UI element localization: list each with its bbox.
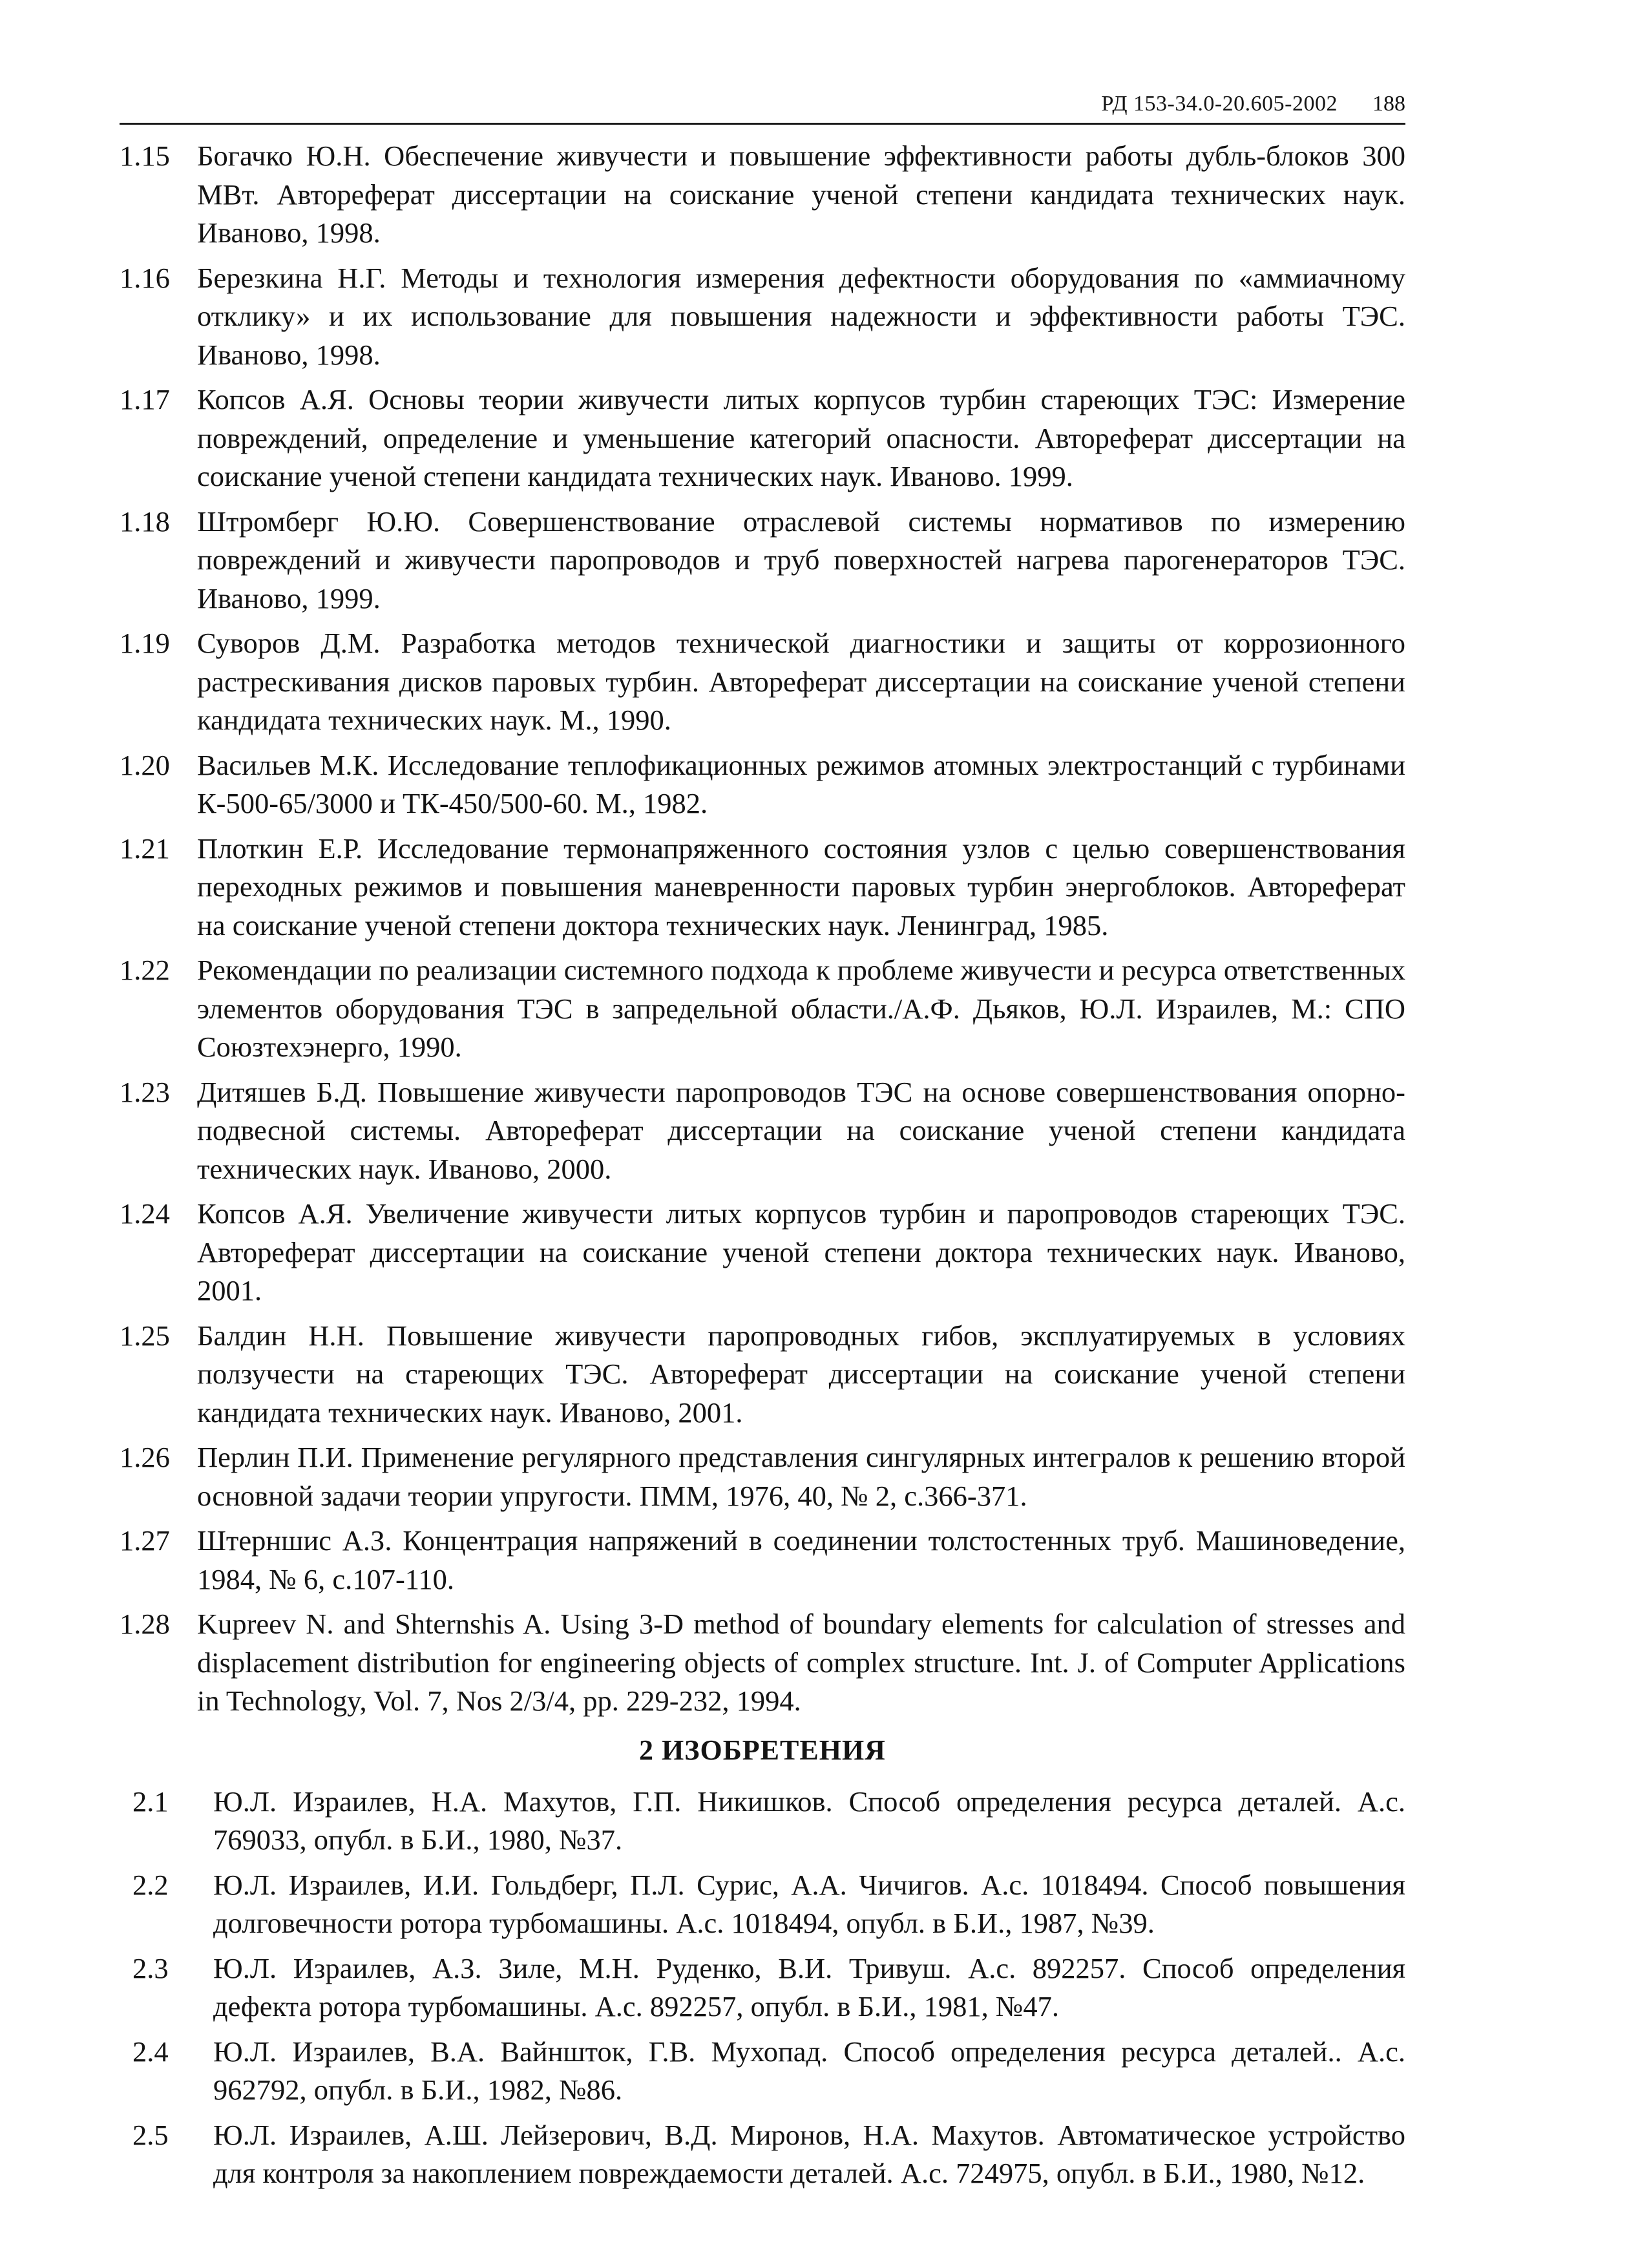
reference-text: Плоткин Е.Р. Исследование термонапряженного состояния узлов с целью совершенствования переходных режимов и повышения маневренности паровых турбин энергоблоков. Автореферат на соискание ученой степени доктора технических наук. Ленинград, 1985. xyxy=(197,832,1405,941)
reference-number: 1.19 xyxy=(120,627,170,659)
reference-text: Березкина Н.Г. Методы и технология измерения дефектности оборудования по «аммиачному отклику» и их использование для повышения надежности и эффективности работы ТЭС. Иваново, 1998. xyxy=(197,261,1405,371)
reference-text: Богачко Ю.Н. Обеспечение живучести и повышение эффективности работы дубль-блоков 300 МВт. Автореферат диссертации на соискание ученой степени кандидата технических наук. Иваново, 1998. xyxy=(197,140,1405,249)
inventions-list xyxy=(120,1783,1405,2193)
reference-item xyxy=(120,1438,1405,1515)
reference-number: 1.17 xyxy=(120,383,170,415)
invention-text: Ю.Л. Израилев, В.А. Вайншток, Г.В. Мухопад. Способ определения ресурса деталей.. А.с. 962792, опубл. в Б.И., 1982, №86. xyxy=(213,2035,1405,2106)
reference-item xyxy=(120,503,1405,618)
reference-item xyxy=(120,381,1405,496)
invention-text: Ю.Л. Израилев, И.И. Гольдберг, П.Л. Сурис, А.А. Чичигов. А.с. 1018494. Способ повышения долговечности ротора турбомашины. А.с. 1018494, опубл. в Б.И., 1987, №39. xyxy=(213,1868,1405,1939)
page-number: 188 xyxy=(1372,92,1405,116)
reference-number: 1.15 xyxy=(120,140,170,172)
reference-number: 1.21 xyxy=(120,832,170,865)
reference-item xyxy=(120,1317,1405,1433)
invention-text: Ю.Л. Израилев, А.З. Зиле, М.Н. Руденко, В.И. Тривуш. А.с. 892257. Способ определения дефекта ротора турбомашины. А.с. 892257, опубл. в Б.И., 1981, №47. xyxy=(213,1951,1405,2022)
reference-number: 1.28 xyxy=(120,1608,170,1640)
reference-item xyxy=(120,1195,1405,1310)
section-title-inventions: 2 ИЗОБРЕТЕНИЯ xyxy=(639,1734,886,1766)
document-code: РД 153-34.0-20.605-2002 xyxy=(1101,92,1338,116)
invention-number: 2.5 xyxy=(132,2118,169,2151)
reference-item xyxy=(120,624,1405,740)
reference-number: 1.18 xyxy=(120,505,170,538)
reference-item xyxy=(120,1605,1405,1721)
reference-number: 1.27 xyxy=(120,1524,170,1557)
invention-number: 2.3 xyxy=(132,1951,169,1984)
invention-number: 2.4 xyxy=(132,2035,169,2068)
reference-text: Копсов А.Я. Основы теории живучести литых корпусов турбин стареющих ТЭС: Измерение повреждений, определение и уменьшение категорий опасности. Автореферат диссертации на соискание ученой степени кандидата технических наук. Иваново. 1999. xyxy=(197,383,1405,492)
reference-number: 1.26 xyxy=(120,1441,170,1473)
invention-number: 2.1 xyxy=(132,1785,169,1818)
reference-number: 1.16 xyxy=(120,261,170,294)
reference-text: Штромберг Ю.Ю. Совершенствование отраслевой системы нормативов по измерению повреждений и живучести паропроводов и труб поверхностей нагрева парогенераторов ТЭС. Иваново, 1999. xyxy=(197,505,1405,614)
reference-text: Васильев М.К. Исследование теплофикационных режимов атомных электростанций с турбинами К-500-65/3000 и ТК-450/500-60. М., 1982. xyxy=(197,748,1405,819)
reference-text: Дитяшев Б.Д. Повышение живучести паропроводов ТЭС на основе совершенствования опорно-подвесной системы. Автореферат диссертации на соискание ученой степени кандидата технических наук. Иваново, 2000. xyxy=(197,1075,1405,1185)
reference-text: Перлин П.И. Применение регулярного представления сингулярных интегралов к решению второй основной задачи теории упругости. ПММ, 1976, 40, № 2, с.366-371. xyxy=(197,1441,1405,1512)
page-content xyxy=(120,137,1405,2200)
reference-number: 1.23 xyxy=(120,1075,170,1108)
invention-text: Ю.Л. Израилев, А.Ш. Лейзерович, В.Д. Миронов, Н.А. Махутов. Автоматическое устройство для контроля за накоплением повреждаемости деталей. А.с. 724975, опубл. в Б.И., 1980, №12. xyxy=(213,2118,1405,2189)
reference-text: Штерншис А.З. Концентрация напряжений в соединении толстостенных труб. Машиноведение, 1984, № 6, с.107-110. xyxy=(197,1524,1405,1595)
reference-item xyxy=(120,259,1405,375)
invention-item xyxy=(120,1783,1405,1860)
reference-number: 1.24 xyxy=(120,1197,170,1230)
invention-item xyxy=(120,1866,1405,1943)
running-header xyxy=(120,84,1405,125)
reference-text: Kupreev N. and Shternshis A. Using 3-D method of boundary elements for calculation of stresses and displacement distribution for engineering objects of complex structure. Int. J. of Computer Applications in Technology, Vol. 7, Nos 2/3/4, pp. 229-232, 1994. xyxy=(197,1608,1405,1717)
reference-item xyxy=(120,830,1405,945)
invention-text: Ю.Л. Израилев, Н.А. Махутов, Г.П. Никишков. Способ определения ресурса деталей. А.с. 769033, опубл. в Б.И., 1980, №37. xyxy=(213,1785,1405,1856)
reference-text: Копсов А.Я. Увеличение живучести литых корпусов турбин и паропроводов стареющих ТЭС. Автореферат диссертации на соискание ученой степени доктора технических наук. Иваново, 2001. xyxy=(197,1197,1405,1307)
reference-text: Рекомендации по реализации системного подхода к проблеме живучести и ресурса ответственных элементов оборудования ТЭС в запредельной области./А.Ф. Дьяков, Ю.Л. Израилев, М.: СПО Союзтехэнерго, 1990. xyxy=(197,954,1405,1063)
reference-item xyxy=(120,746,1405,823)
reference-item xyxy=(120,1522,1405,1599)
invention-item xyxy=(120,2033,1405,2110)
reference-list xyxy=(120,137,1405,1721)
reference-item xyxy=(120,137,1405,253)
reference-number: 1.22 xyxy=(120,954,170,986)
reference-number: 1.25 xyxy=(120,1319,170,1352)
reference-item xyxy=(120,951,1405,1067)
reference-text: Суворов Д.М. Разработка методов технической диагностики и защиты от коррозионного растрескивания дисков паровых турбин. Автореферат диссертации на соискание ученой степени кандидата технических наук. М., 1990. xyxy=(197,627,1405,736)
reference-item xyxy=(120,1073,1405,1189)
invention-item xyxy=(120,1949,1405,2026)
reference-number: 1.20 xyxy=(120,748,170,781)
invention-item xyxy=(120,2116,1405,2193)
invention-number: 2.2 xyxy=(132,1868,169,1901)
reference-text: Балдин Н.Н. Повышение живучести паропроводных гибов, эксплуатируемых в условиях ползучести на стареющих ТЭС. Автореферат диссертации на соискание ученой степени кандидата технических наук. Иваново, 2001. xyxy=(197,1319,1405,1429)
